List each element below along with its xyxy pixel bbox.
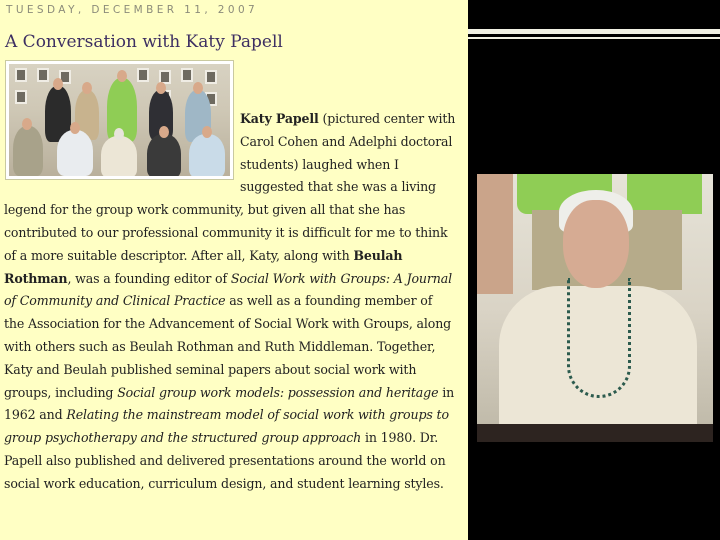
paper-title-1980: Relating the mainstream model of social work with groups to group psychotherapy and the structured group approach — [4, 407, 449, 446]
journal-title: Social Work with Groups: A Journal of Community and Clinical Practice — [4, 270, 452, 309]
body-text-2: , was a founding editor of — [67, 270, 231, 286]
post-title[interactable]: A Conversation with Katy Papell — [5, 32, 283, 52]
header-rule-thin — [468, 37, 720, 39]
sidebar-area — [468, 0, 720, 540]
person-name-beulah-rothman: Beulah Rothman — [4, 247, 403, 286]
post-body — [4, 108, 456, 496]
body-text-1: (pictured center with Carol Cohen and Adelphi doctoral students) laughed when I suggested that she was a living legend for the group work community, but given all that she has contributed to our professional community it is difficult for me to think of a more suitable descriptor. After all, Katy, along with — [4, 111, 456, 263]
body-text-4: in 1962 and — [4, 384, 455, 423]
body-text-3: as well as a founding member of the Association for the Advancement of Social Work with Groups, along with others such as Beulah Rothman and Ruth Middleman. Together, Katy and Beulah published seminal papers about social work with groups, including — [4, 293, 452, 400]
katy-papell-portrait[interactable] — [477, 174, 713, 442]
post-date: TUESDAY, DECEMBER 11, 2007 — [6, 4, 259, 16]
person-name-katy-papell: Katy Papell — [240, 111, 319, 126]
header-rule-thick — [468, 29, 720, 34]
paper-title-1962: Social group work models: possession and heritage — [117, 384, 439, 400]
body-text-5: in 1980. Dr. Papell also published and delivered presentations around the world on social work education, curriculum design, and student learning styles. — [4, 430, 446, 491]
